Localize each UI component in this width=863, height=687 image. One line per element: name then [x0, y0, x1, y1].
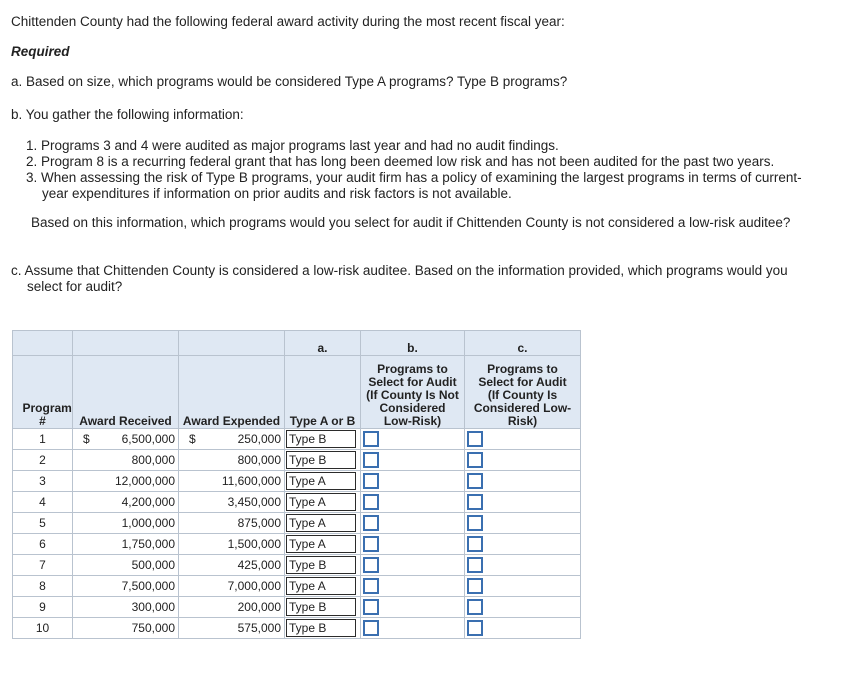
- type-cell: [285, 555, 361, 576]
- select-b-cell: [361, 513, 465, 534]
- select-c-checkbox[interactable]: [467, 431, 483, 447]
- award-received-cell: 500,000: [73, 555, 179, 576]
- program-number: 5: [13, 513, 73, 534]
- table-row: [13, 471, 581, 492]
- type-cell: [285, 471, 361, 492]
- award-received-cell: $ 6,500,000: [73, 429, 179, 450]
- program-number: 2: [13, 450, 73, 471]
- question-b-prompt: Based on this information, which programs would you select for audit if Chittenden County is not considered a low-risk auditee?: [31, 215, 791, 230]
- type-cell: [285, 513, 361, 534]
- info-item-1: 1. Programs 3 and 4 were audited as major programs last year and had no audit findings.: [26, 138, 559, 153]
- select-b-checkbox[interactable]: [363, 473, 379, 489]
- currency-symbol: $: [83, 432, 90, 446]
- select-c-cell: [465, 618, 581, 639]
- type-select[interactable]: Type A: [286, 535, 356, 553]
- header-received: Award Received: [73, 356, 179, 429]
- question-c-line1: c. Assume that Chittenden County is considered a low-risk auditee. Based on the information provided, which programs would you: [11, 263, 788, 278]
- award-expended-cell: 1,500,000: [179, 534, 285, 555]
- select-b-checkbox[interactable]: [363, 620, 379, 636]
- select-c-cell: [465, 450, 581, 471]
- select-c-cell: [465, 534, 581, 555]
- program-number: 6: [13, 534, 73, 555]
- award-expended-cell: 875,000: [179, 513, 285, 534]
- select-b-cell: [361, 534, 465, 555]
- intro-text: Chittenden County had the following federal award activity during the most recent fiscal year:: [11, 14, 565, 29]
- table-row: [13, 534, 581, 555]
- header-a: a.: [285, 331, 361, 356]
- select-c-cell: [465, 576, 581, 597]
- header-c-col: Programs to Select for Audit (If County Is Considered Low-Risk): [465, 356, 581, 429]
- table-row: [13, 429, 581, 450]
- select-c-checkbox[interactable]: [467, 515, 483, 531]
- info-item-3: 3. When assessing the risk of Type B programs, your audit firm has a policy of examining the largest programs in terms of current-: [26, 170, 802, 185]
- type-cell: [285, 492, 361, 513]
- select-b-cell: [361, 471, 465, 492]
- type-select[interactable]: Type B: [286, 430, 356, 448]
- award-received-cell: 7,500,000: [73, 576, 179, 597]
- award-expended-cell: 200,000: [179, 597, 285, 618]
- select-c-checkbox[interactable]: [467, 473, 483, 489]
- select-c-checkbox[interactable]: [467, 494, 483, 510]
- award-received-cell: 4,200,000: [73, 492, 179, 513]
- select-b-cell: [361, 555, 465, 576]
- select-b-checkbox[interactable]: [363, 515, 379, 531]
- table-row: [13, 618, 581, 639]
- header-type: Type A or B: [285, 356, 361, 429]
- type-cell: [285, 429, 361, 450]
- header-c: c.: [465, 331, 581, 356]
- type-select[interactable]: Type A: [286, 577, 356, 595]
- award-expended-cell: 3,450,000: [179, 492, 285, 513]
- type-cell: [285, 618, 361, 639]
- select-c-cell: [465, 471, 581, 492]
- select-b-checkbox[interactable]: [363, 452, 379, 468]
- select-b-cell: [361, 618, 465, 639]
- program-number: 8: [13, 576, 73, 597]
- table-row: [13, 513, 581, 534]
- question-a: a. Based on size, which programs would be considered Type A programs? Type B programs?: [11, 74, 568, 89]
- header-program: Program #: [13, 356, 73, 429]
- award-expended-cell: 425,000: [179, 555, 285, 576]
- award-table: [12, 330, 581, 639]
- select-b-checkbox[interactable]: [363, 599, 379, 615]
- select-c-checkbox[interactable]: [467, 536, 483, 552]
- question-b: b. You gather the following information:: [11, 107, 244, 122]
- select-b-checkbox[interactable]: [363, 578, 379, 594]
- award-expended-cell: $ 250,000: [179, 429, 285, 450]
- type-select[interactable]: Type B: [286, 556, 356, 574]
- select-c-checkbox[interactable]: [467, 557, 483, 573]
- header-b-col: Programs to Select for Audit (If County Is Not Considered Low-Risk): [361, 356, 465, 429]
- type-select[interactable]: Type A: [286, 472, 356, 490]
- select-c-checkbox[interactable]: [467, 578, 483, 594]
- select-c-cell: [465, 513, 581, 534]
- type-select[interactable]: Type B: [286, 619, 356, 637]
- program-number: 7: [13, 555, 73, 576]
- select-c-cell: [465, 492, 581, 513]
- select-c-checkbox[interactable]: [467, 599, 483, 615]
- type-select[interactable]: Type A: [286, 493, 356, 511]
- select-c-checkbox[interactable]: [467, 452, 483, 468]
- select-c-cell: [465, 429, 581, 450]
- table-row: [13, 450, 581, 471]
- table-row: [13, 555, 581, 576]
- select-c-cell: [465, 597, 581, 618]
- program-number: 3: [13, 471, 73, 492]
- program-number: 9: [13, 597, 73, 618]
- select-c-cell: [465, 555, 581, 576]
- award-received-cell: 800,000: [73, 450, 179, 471]
- info-item-2: 2. Program 8 is a recurring federal grant that has long been deemed low risk and has not been audited for the past two years.: [26, 154, 775, 169]
- type-select[interactable]: Type B: [286, 451, 356, 469]
- table-row: [13, 492, 581, 513]
- table-row: [13, 576, 581, 597]
- type-select[interactable]: Type B: [286, 598, 356, 616]
- award-received-cell: 300,000: [73, 597, 179, 618]
- select-b-checkbox[interactable]: [363, 536, 379, 552]
- type-cell: [285, 597, 361, 618]
- award-received-cell: 1,750,000: [73, 534, 179, 555]
- table-row: [13, 597, 581, 618]
- info-item-3-cont: year expenditures if information on prior audits and risk factors is not available.: [42, 186, 512, 201]
- required-label: Required: [11, 44, 70, 59]
- type-cell: [285, 534, 361, 555]
- header-b: b.: [361, 331, 465, 356]
- currency-symbol: $: [189, 432, 196, 446]
- award-expended-cell: 11,600,000: [179, 471, 285, 492]
- award-expended-cell: 575,000: [179, 618, 285, 639]
- program-number: 10: [13, 618, 73, 639]
- select-b-checkbox[interactable]: [363, 431, 379, 447]
- type-select[interactable]: Type A: [286, 514, 356, 532]
- header-expended: Award Expended: [179, 356, 285, 429]
- select-b-cell: [361, 492, 465, 513]
- select-b-cell: [361, 429, 465, 450]
- award-expended-cell: 800,000: [179, 450, 285, 471]
- award-received-cell: 1,000,000: [73, 513, 179, 534]
- select-b-cell: [361, 597, 465, 618]
- program-number: 4: [13, 492, 73, 513]
- select-b-checkbox[interactable]: [363, 494, 379, 510]
- program-number: 1: [13, 429, 73, 450]
- question-c-line2: select for audit?: [27, 279, 123, 294]
- select-b-cell: [361, 576, 465, 597]
- select-b-cell: [361, 450, 465, 471]
- select-b-checkbox[interactable]: [363, 557, 379, 573]
- award-received-cell: 750,000: [73, 618, 179, 639]
- select-c-checkbox[interactable]: [467, 620, 483, 636]
- award-received-cell: 12,000,000: [73, 471, 179, 492]
- type-cell: [285, 576, 361, 597]
- type-cell: [285, 450, 361, 471]
- award-expended-cell: 7,000,000: [179, 576, 285, 597]
